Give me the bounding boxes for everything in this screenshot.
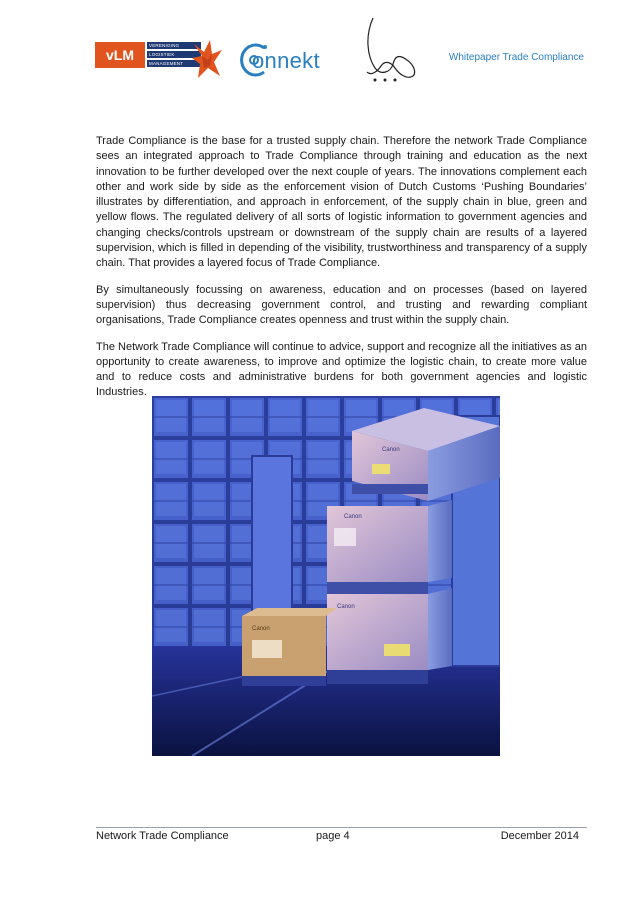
paragraph: By simultaneously focussing on awareness, education and on processes (based on layered supervision) thus decreasing government control, and trusting and rewarding compliant organisations, Trade Compliance creates openness and trust within the supply chain.: [96, 283, 587, 327]
warehouse-photo: [152, 396, 500, 756]
connekt-wordmark: onnekt: [252, 48, 320, 73]
vlm-logo: [95, 38, 223, 88]
vlm-logo-mark: vLM: [95, 42, 145, 68]
body-text: [96, 134, 587, 412]
page-number: page 4: [316, 830, 350, 842]
header-title: Whitepaper Trade Compliance: [448, 52, 584, 63]
page-footer: [96, 830, 587, 848]
vlm-logo-line: MANAGEMENT: [147, 60, 201, 67]
signature-logo-icon: [355, 16, 425, 88]
connekt-logo: [240, 36, 340, 84]
page-header: [0, 0, 638, 100]
box-label: Canon: [337, 604, 355, 610]
paragraph: Trade Compliance is the base for a trusted supply chain. Therefore the network Trade Compliance sees an integrated approach to Trade Compliance through training and education as the next innovation to be further developed over the next couple of years. The innovations complement each other and work side by side as the enforcement vision of Dutch Customs ‘Pushing Boundaries’ illustrates by differentiation, and approach in enforcement, of the supply chain in blue, green and yellow flows. The regulated delivery of all sorts of logistic information to government agencies and changing checks/controls upstream or downstream of the supply chain are results of a layered supervision, which is filled in depending of the visibility, trustworthiness and transparency of a supply chain. That provides a layered focus of Trade Compliance.: [96, 135, 587, 270]
vlm-star-icon: [190, 38, 224, 84]
footer-date: December 2014: [500, 830, 579, 842]
paragraph: The Network Trade Compliance will continue to advice, support and recognize all the initiatives as an opportunity to create awareness, to improve and optimize the logistic chain, to create more value and to reduce costs and administrative burdens for both government agencies and logistic Industries.: [96, 340, 587, 399]
vlm-logo-line: VERENIGING: [147, 42, 201, 49]
footer-divider: [96, 827, 587, 828]
box-label: Canon: [252, 626, 270, 632]
box-label: Canon: [344, 514, 362, 520]
box-label: Canon: [382, 447, 400, 453]
vlm-logo-line: LOGISTIEK: [147, 51, 201, 58]
footer-title: Network Trade Compliance: [96, 830, 229, 842]
warehouse-illustration: [152, 396, 500, 756]
